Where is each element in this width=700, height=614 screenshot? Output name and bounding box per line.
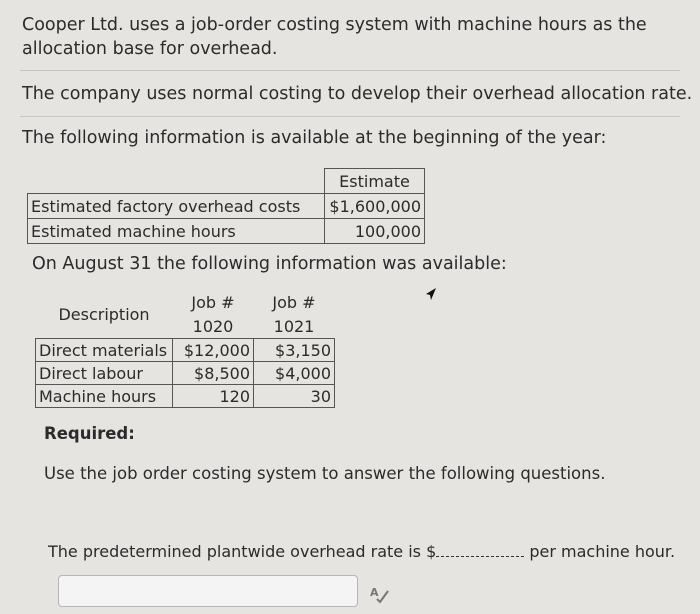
- job-1021-header-line1: Job #: [272, 292, 316, 312]
- table-row: [36, 362, 335, 385]
- job-1021-value: $4,000: [254, 362, 335, 385]
- following-info-text: The following information is available at the beginning of the year:: [22, 128, 607, 148]
- answer-blank: [436, 542, 524, 557]
- row-value: $1,600,000: [325, 194, 425, 219]
- question-suffix: per machine hour.: [529, 542, 676, 561]
- intro-line-2: allocation base for overhead.: [22, 39, 278, 59]
- august-text: On August 31 the following information was available:: [32, 254, 507, 274]
- description-header: Description: [58, 304, 150, 324]
- mouse-cursor-icon: [424, 287, 438, 303]
- row-label: Direct materials: [36, 339, 173, 362]
- question-prefix: The predetermined plantwide overhead rate is $: [48, 542, 437, 561]
- job-1020-value: 120: [173, 385, 254, 408]
- row-value: 100,000: [325, 219, 425, 244]
- divider: [20, 70, 680, 71]
- divider: [20, 116, 680, 117]
- row-label: Estimated factory overhead costs: [28, 194, 325, 219]
- table-row: [28, 194, 425, 219]
- answer-input[interactable]: [58, 575, 358, 607]
- spellcheck-icon[interactable]: [369, 585, 391, 605]
- job-1020-value: $12,000: [173, 339, 254, 362]
- job-table: [35, 290, 335, 408]
- row-label: Direct labour: [36, 362, 173, 385]
- table-row: [28, 219, 425, 244]
- question-text: [48, 540, 675, 564]
- job-1020-value: $8,500: [173, 362, 254, 385]
- row-label: Machine hours: [36, 385, 173, 408]
- job-1021-header-line2: 1021: [273, 316, 315, 336]
- job-1020-header-line2: 1020: [192, 316, 234, 336]
- estimate-table: [27, 168, 425, 244]
- table-row: [36, 339, 335, 362]
- required-title: Required:: [44, 424, 135, 443]
- estimate-header: Estimate: [325, 169, 425, 194]
- svg-text:A: A: [370, 586, 379, 599]
- row-label: Estimated machine hours: [28, 219, 325, 244]
- job-1021-value: 30: [254, 385, 335, 408]
- job-1021-value: $3,150: [254, 339, 335, 362]
- job-1020-header-line1: Job #: [191, 292, 235, 312]
- normal-costing-text: The company uses normal costing to develop their overhead allocation rate.: [22, 84, 693, 104]
- required-instruction: Use the job order costing system to answer the following questions.: [44, 464, 606, 483]
- table-row: [36, 385, 335, 408]
- intro-line-1: Cooper Ltd. uses a job-order costing system with machine hours as the: [22, 15, 647, 35]
